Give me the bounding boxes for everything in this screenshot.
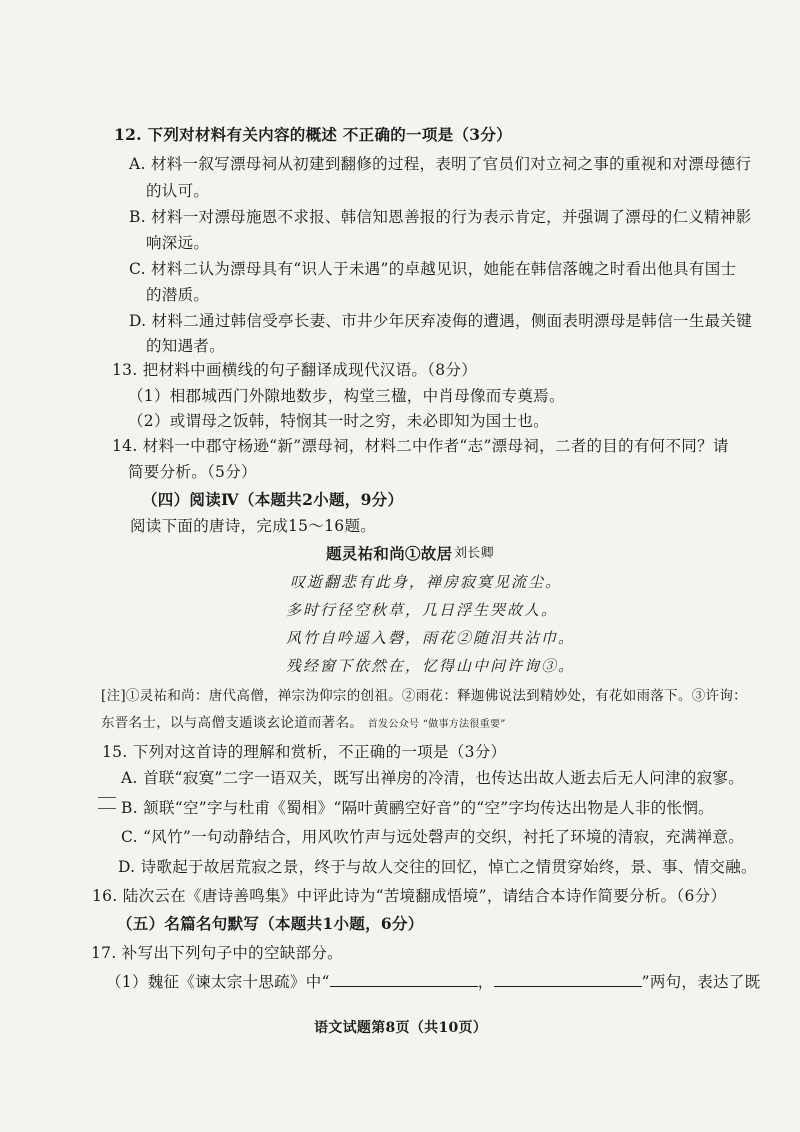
poem-note-line1: [注]①灵祐和尚：唐代高僧，禅宗沩仰宗的创祖。②雨花：释迦佛说法到精妙处，有花如雨落下。③许询： <box>101 688 747 704</box>
section4-intro: 阅读下面的唐诗，完成15～16题。 <box>130 517 377 535</box>
q12-stem: 12. 下列对材料有关内容的概述 不正确的一项是（3分） <box>114 125 512 144</box>
poem-line-2: 多时行径空秋草，几日浮生哭故人。 <box>286 601 559 619</box>
q12-option-c-line1: C. 材料二认为漂母具有“识人于未遇”的卓越见识，她能在韩信落魄之时看出他具有国士 <box>129 260 737 278</box>
q15-option-a: A. 首联“寂寞”二字一语双关，既写出禅房的冷清，也传达出故人逝去后无人问津的寂寥。 <box>121 769 744 787</box>
poem-note-line2 <box>101 713 506 735</box>
q13-sentence-1: （1）相郡城西门外隙地数步，构堂三楹，中肖母像而专奠焉。 <box>128 387 565 405</box>
q17-item-1 <box>106 972 760 992</box>
q15-option-c: C. “风竹”一句动静结合，用风吹竹声与远处磬声的交织，衬托了环境的清寂，充满禅意。 <box>121 828 745 846</box>
q17-stem: 17. 补写出下列句子中的空缺部分。 <box>91 944 343 962</box>
scan-mark <box>98 797 116 809</box>
q15-option-b: B. 颔联“空”字与杜甫《蜀相》“隔叶黄鹂空好音”的“空”字均传达出物是人非的怅惘。 <box>121 799 714 817</box>
q12-option-d-line2: 的知遇者。 <box>146 337 226 355</box>
page-footer: 语文试题第8页（共10页） <box>314 1020 488 1036</box>
q17-item-1-suffix: ”两句，表达了既 <box>641 973 761 991</box>
q17-item-1-separator: ， <box>477 973 494 991</box>
poem-author: 刘长卿 <box>454 546 494 561</box>
q12-option-a-line1: A. 材料一叙写漂母祠从初建到翻修的过程，表明了官员们对立祠之事的重视和对漂母德行 <box>129 155 752 173</box>
section5-title: （五）名篇名句默写（本题共1小题，6分） <box>117 914 424 933</box>
q14-line2: 简要分析。（5分） <box>128 463 257 481</box>
q16-stem: 16. 陆次云在《唐诗善鸣集》中评此诗为“苦境翻成悟境”，请结合本诗作简要分析。（6分） <box>92 887 727 905</box>
answer-blank-2[interactable] <box>494 972 642 987</box>
q12-option-a-line2: 的认可。 <box>146 182 210 200</box>
q13-sentence-2: （2）或谓母之饭韩，特悯其一时之穷，未必即知为国士也。 <box>128 412 549 430</box>
poem-line-1: 叹逝翻悲有此身，禅房寂寞见流尘。 <box>290 573 563 591</box>
section4-title: （四）阅读Ⅳ（本题共2小题，9分） <box>142 490 404 509</box>
q12-option-c-line2: 的潜质。 <box>146 286 210 304</box>
poem-line-3: 风竹自吟遥入磬，雨花②随泪共沾巾。 <box>286 629 576 647</box>
answer-blank-1[interactable] <box>330 972 478 987</box>
q17-item-1-prefix: （1）魏征《谏太宗十思疏》中“ <box>106 973 330 991</box>
poem-title: 题灵祐和尚①故居 <box>326 544 453 563</box>
q12-option-b-line1: B. 材料一对漂母施恩不求报、韩信知恩善报的行为表示肯定，并强调了漂母的仁义精神影 <box>129 208 752 226</box>
q13-stem: 13. 把材料中画横线的句子翻译成现代汉语。（8分） <box>112 361 477 379</box>
q15-option-d: D. 诗歌起于故居荒寂之景，终于与故人交往的回忆，悼亡之情贯穿始终，景、事、情交融。 <box>118 858 757 876</box>
watermark-text: 首发公众号 “做事方法很重要” <box>367 719 506 730</box>
poem-note-text: 东晋名士，以与高僧支遁谈玄论道而著名。 <box>101 715 364 731</box>
poem-line-4: 残经窗下依然在，忆得山中问许询③。 <box>286 657 576 675</box>
q12-option-b-line2: 响深远。 <box>146 234 210 252</box>
q12-option-d-line1: D. 材料二通过韩信受亭长妻、市井少年厌弃凌侮的遭遇，侧面表明漂母是韩信一生最关键 <box>129 312 753 330</box>
q15-stem: 15. 下列对这首诗的理解和赏析，不正确的一项是（3分） <box>102 743 507 761</box>
q14-line1: 14. 材料一中郡守杨逊“新”漂母祠，材料二中作者“志”漂母祠，二者的目的有何不同？请 <box>112 437 729 455</box>
